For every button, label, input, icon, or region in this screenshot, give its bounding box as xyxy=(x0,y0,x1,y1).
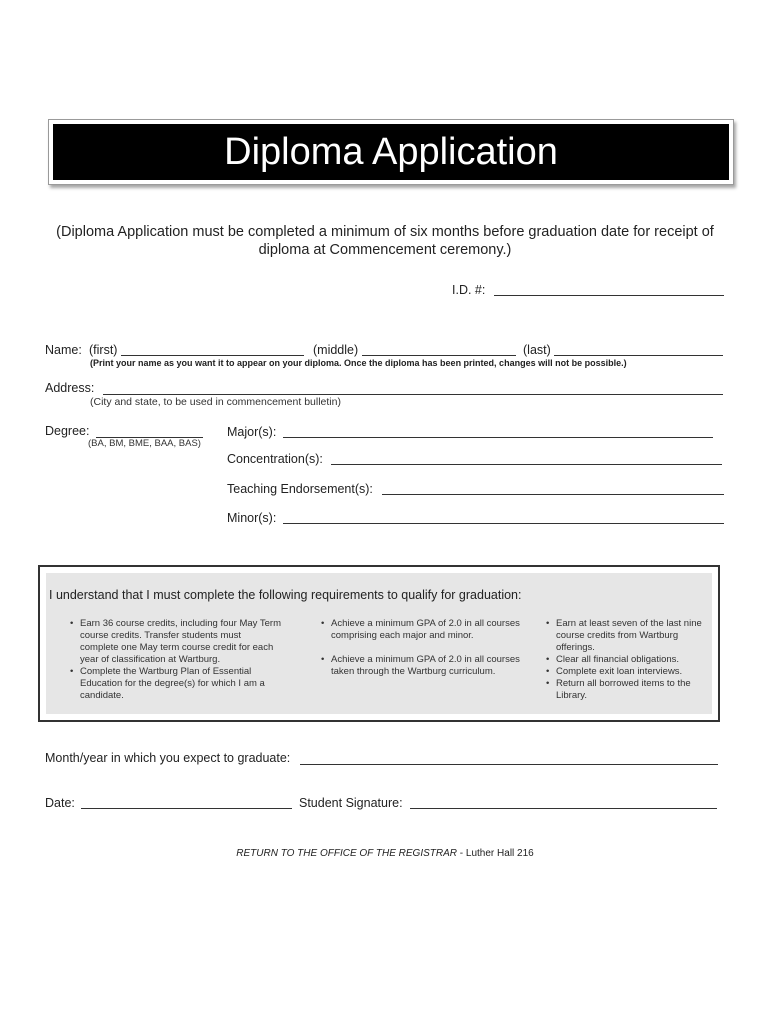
name-label: Name: xyxy=(45,343,82,357)
return-office: RETURN TO THE OFFICE OF THE REGISTRAR xyxy=(236,848,458,859)
requirement-item: • Return all borrowed items to the Library. xyxy=(546,678,691,701)
middle-name-label: (middle) xyxy=(313,343,359,357)
last-name-field[interactable] xyxy=(554,355,723,356)
majors-field[interactable] xyxy=(283,437,713,438)
requirement-item: • Achieve a minimum GPA of 2.0 in all courses taken through the Wartburg curriculum. xyxy=(321,654,520,677)
form-title: Diploma Application xyxy=(53,124,729,180)
id-field[interactable] xyxy=(494,295,724,296)
minors-field[interactable] xyxy=(283,523,724,524)
graduation-date-label: Month/year in which you expect to graduate: xyxy=(45,751,291,765)
return-instruction xyxy=(0,848,770,859)
requirement-item: • Achieve a minimum GPA of 2.0 in all courses comprising each major and minor. xyxy=(321,618,520,641)
requirement-item: • Earn 36 course credits, including four May Term course credits. Transfer students must complete one May term course credit for each year of classification at Wartburg. xyxy=(70,618,281,665)
date-label: Date: xyxy=(45,796,75,810)
teaching-endorsement-label: Teaching Endorsement(s): xyxy=(227,482,373,496)
requirement-item: • Complete the Wartburg Plan of Essential Education for the degree(s) for which I am a candidate. xyxy=(70,666,265,701)
requirement-item: • Complete exit loan interviews. xyxy=(546,666,683,677)
minors-label: Minor(s): xyxy=(227,511,277,525)
concentration-field[interactable] xyxy=(331,464,722,465)
signature-label: Student Signature: xyxy=(299,796,403,810)
teaching-endorsement-field[interactable] xyxy=(382,494,724,495)
name-instruction: (Print your name as you want it to appear on your diploma. Once the diploma has been printed, changes will not be possible.) xyxy=(90,358,627,368)
requirements-column-3 xyxy=(546,618,710,702)
requirement-item: • Clear all financial obligations. xyxy=(546,654,680,665)
degree-instruction: (BA, BM, BME, BAA, BAS) xyxy=(88,438,201,449)
id-label: I.D. #: xyxy=(452,283,486,297)
title-banner xyxy=(48,119,734,185)
requirements-panel xyxy=(46,573,712,714)
notice-text: (Diploma Application must be completed a minimum of six months before graduation date for receipt of diploma at Commencement ceremony.) xyxy=(56,224,714,258)
requirements-column-2 xyxy=(321,618,521,678)
first-name-field[interactable] xyxy=(121,355,304,356)
requirements-column-1 xyxy=(70,618,282,702)
first-name-label: (first) xyxy=(89,343,118,357)
concentration-label: Concentration(s): xyxy=(227,452,323,466)
majors-label: Major(s): xyxy=(227,425,277,439)
address-field[interactable] xyxy=(103,394,723,395)
address-instruction: (City and state, to be used in commencement bulletin) xyxy=(90,396,341,408)
requirements-heading: I understand that I must complete the following requirements to qualify for graduation: xyxy=(49,588,522,602)
requirements-box xyxy=(38,565,720,722)
signature-field[interactable] xyxy=(410,808,717,809)
middle-name-field[interactable] xyxy=(362,355,516,356)
address-label: Address: xyxy=(45,381,95,395)
requirement-item: • Earn at least seven of the last nine course credits from Wartburg offerings. xyxy=(546,618,702,653)
date-field[interactable] xyxy=(81,808,292,809)
return-location: - Luther Hall 216 xyxy=(457,848,534,859)
last-name-label: (last) xyxy=(523,343,551,357)
degree-label: Degree: xyxy=(45,424,90,438)
graduation-date-field[interactable] xyxy=(300,764,718,765)
